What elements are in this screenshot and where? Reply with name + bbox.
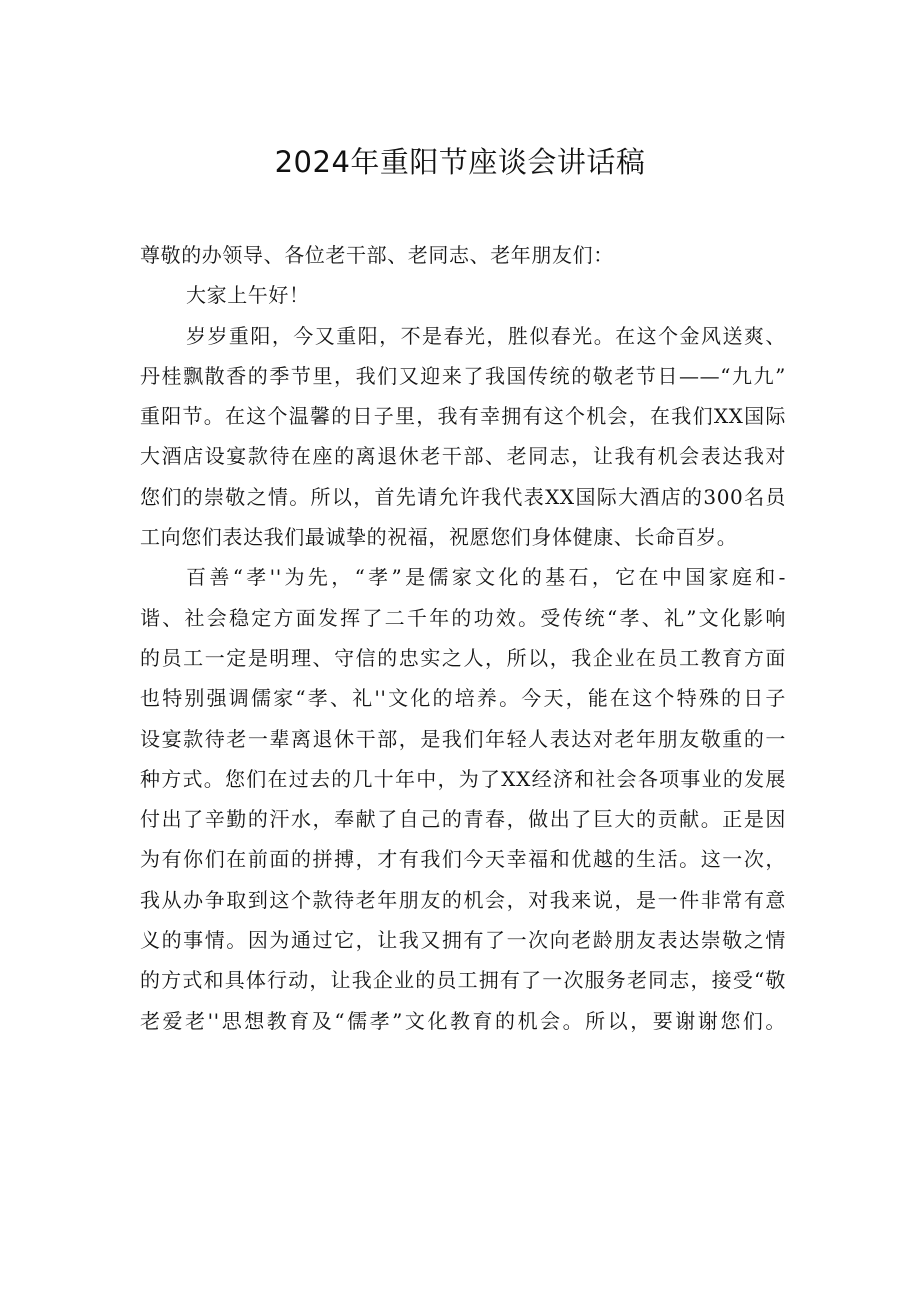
paragraph-2-line-12: 老爱老''思想教育及“儒孝”文化教育的机会。所以，要谢谢您们。 — [140, 1008, 786, 1033]
paragraph-1-line-1: 岁岁重阳，今又重阳，不是春光，胜似春光。在这个金风送爽、 — [186, 323, 786, 348]
paragraph-2-line-4: 也特别强调儒家“孝、礼''文化的培养。今天，能在这个特殊的日子 — [140, 686, 786, 711]
salutation-line: 尊敬的办领导、各位老干部、老同志、老年朋友们： — [140, 243, 614, 267]
paragraph-2-line-3: 的员工一定是明理、守信的忠实之人，所以，我企业在员工教育方面 — [140, 645, 786, 670]
paragraph-2-line-6: 种方式。您们在过去的几十年中，为了XX经济和社会各项事业的发展 — [140, 766, 786, 791]
paragraph-2-line-10: 义的事情。因为通过它，让我又拥有了一次向老龄朋友表达崇敬之情 — [140, 928, 786, 953]
paragraph-2-line-7: 付出了辛勤的汗水，奉献了自己的青春，做出了巨大的贡献。正是因 — [140, 807, 786, 832]
paragraph-1-line-5: 您们的崇敬之情。所以，首先请允许我代表XX国际大酒店的300名员 — [140, 484, 786, 509]
paragraph-2-line-9: 我从办争取到这个款待老年朋友的机会，对我来说，是一件非常有意 — [140, 887, 786, 912]
paragraph-2-line-2: 谐、社会稳定方面发挥了二千年的功效。受传统“孝、礼”文化影响 — [140, 605, 786, 630]
paragraph-1-line-3: 重阳节。在这个温馨的日子里，我有幸拥有这个机会，在我们XX国际 — [140, 404, 786, 429]
paragraph-1-line-2: 丹桂飘散香的季节里，我们又迎来了我国传统的敬老节日——“九九” — [140, 363, 786, 388]
paragraph-2-line-11: 的方式和具体行动，让我企业的员工拥有了一次服务老同志，接受“敬 — [140, 968, 786, 993]
greeting-line: 大家上午好！ — [186, 283, 310, 308]
document-body — [140, 235, 786, 1041]
paragraph-2-line-8: 为有你们在前面的拼搏，才有我们今天幸福和优越的生活。这一次， — [140, 847, 786, 872]
paragraph-1-line-4: 大酒店设宴款待在座的离退休老干部、老同志，让我有机会表达我对 — [140, 444, 786, 469]
paragraph-2-line-5: 设宴款待老一辈离退休干部，是我们年轻人表达对老年朋友敬重的一 — [140, 726, 786, 751]
paragraph-1-line-6: 工向您们表达我们最诚挚的祝福，祝愿您们身体健康、长命百岁。 — [140, 525, 738, 550]
paragraph-2-line-1: 百善“孝''为先，“孝”是儒家文化的基石，它在中国家庭和- — [186, 565, 786, 590]
document-title: 2024年重阳节座谈会讲话稿 — [274, 145, 646, 179]
